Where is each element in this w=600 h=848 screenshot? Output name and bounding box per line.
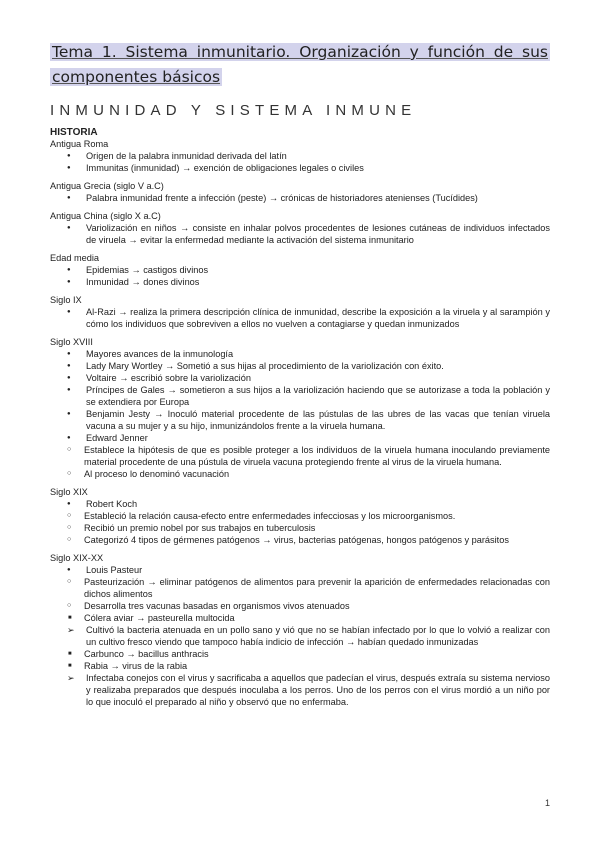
list-item bbox=[50, 276, 550, 288]
bullet-list-level-4 bbox=[50, 672, 550, 708]
bullet-list-level-1 bbox=[50, 150, 550, 174]
list-item bbox=[50, 408, 550, 432]
bullet-list-level-1 bbox=[50, 564, 550, 708]
list-item-text: Variolización en niños → consiste en inhalar polvos procedentes de lesiones cutáneas de individuos infectados de viruela → evitar la enfermedad mediante la activación del sistema inmunitario bbox=[86, 223, 550, 245]
period-label: Antigua Roma bbox=[50, 139, 109, 149]
document-title bbox=[50, 40, 550, 90]
list-item bbox=[50, 576, 550, 600]
list-item bbox=[50, 444, 550, 468]
list-item-text: Lady Mary Wortley → Sometió a sus hijas al procedimiento de la variolización con éxito. bbox=[86, 361, 444, 371]
list-item-text: Carbunco → bacillus anthracis bbox=[84, 649, 209, 659]
list-item-text: Louis Pasteur bbox=[86, 565, 143, 575]
bullet-list-level-1 bbox=[50, 348, 550, 480]
list-item bbox=[50, 360, 550, 372]
bullet-list-level-1 bbox=[50, 264, 550, 288]
period-label: Siglo XIX bbox=[50, 487, 88, 497]
period-label: Siglo XVIII bbox=[50, 337, 93, 347]
list-item-text: Robert Koch bbox=[86, 499, 138, 509]
list-item-text: Immunitas (inmunidad) → exención de obligaciones legales o civiles bbox=[86, 163, 364, 173]
list-item bbox=[50, 192, 550, 204]
bullet-list-level-1 bbox=[50, 222, 550, 246]
list-item-text: Benjamin Jesty → Inoculó material procedente de las pústulas de las ubres de las vacas que tenían viruela vacuna a su mujer y a su hijo, inmunizándolos frente a la viruela humana. bbox=[86, 409, 550, 431]
document-page bbox=[50, 40, 550, 708]
list-item bbox=[50, 672, 550, 708]
list-item bbox=[50, 306, 550, 330]
list-item-text: Inmunidad → dones divinos bbox=[86, 277, 200, 287]
period-label: Edad media bbox=[50, 253, 100, 263]
bullet-list-level-2 bbox=[50, 444, 550, 480]
list-item bbox=[50, 510, 550, 522]
list-item-text: Cultivó la bacteria atenuada en un pollo sano y vió que no se habían infectado por lo que lo volvió a realizar con un cultivo fresco viendo que tampoco había indicio de infección → habían quedado inmunizadas bbox=[86, 625, 550, 647]
list-item bbox=[50, 612, 550, 624]
list-item bbox=[50, 534, 550, 546]
list-item-text: Recibió un premio nobel por sus trabajos en tuberculosis bbox=[84, 523, 316, 533]
list-item bbox=[50, 660, 550, 672]
list-item-text: Origen de la palabra inmunidad derivada del latín bbox=[86, 151, 287, 161]
list-item-text: Establece la hipótesis de que es posible proteger a los individuos de la viruela humana inoculando previamente material procedente de una pústula de viruela vacuna protegiendo frente al virus de la viruela humana. bbox=[84, 445, 550, 467]
list-item-text: Estableció la relación causa-efecto entre enfermedades infecciosas y los microorganismos. bbox=[84, 511, 456, 521]
list-item bbox=[50, 150, 550, 162]
list-item-text: Al proceso lo denominó vacunación bbox=[84, 469, 230, 479]
list-item bbox=[50, 222, 550, 246]
list-item bbox=[50, 468, 550, 480]
list-item bbox=[50, 432, 550, 444]
bullet-list-level-1 bbox=[50, 192, 550, 204]
bullet-list-level-2 bbox=[50, 576, 550, 708]
bullet-list-level-2 bbox=[50, 510, 550, 546]
list-item-text: Epidemias → castigos divinos bbox=[86, 265, 209, 275]
list-item-text: Palabra inmunidad frente a infección (peste) → crónicas de historiadores atenienses (Tucídides) bbox=[86, 193, 478, 203]
list-item-text: Voltaire → escribió sobre la variolización bbox=[86, 373, 251, 383]
period-label: Siglo IX bbox=[50, 295, 82, 305]
list-item-text: Infectaba conejos con el virus y sacrificaba a aquellos que padecían el virus, después extraía su sistema nervioso y realizaba preparados que después inoculaba a los perros. Uno de los perros con el virus mordió a un niño por lo que inoculó el preparado al niño y observó que no enfermaba. bbox=[86, 673, 550, 707]
period-label: Siglo XIX-XX bbox=[50, 553, 104, 563]
period-label: Antigua Grecia (siglo V a.C) bbox=[50, 181, 164, 191]
list-item-text: Desarrolla tres vacunas basadas en organismos vivos atenuados bbox=[84, 601, 350, 611]
section-heading: INMUNIDAD Y SISTEMA INMUNE bbox=[50, 102, 417, 119]
bullet-list-level-1 bbox=[50, 306, 550, 330]
bullet-list-level-1 bbox=[50, 498, 550, 546]
list-item bbox=[50, 264, 550, 276]
list-item bbox=[50, 600, 550, 612]
list-item bbox=[50, 564, 550, 576]
list-item bbox=[50, 162, 550, 174]
list-item bbox=[50, 348, 550, 360]
list-item bbox=[50, 624, 550, 648]
list-item-text: Pasteurización → eliminar patógenos de alimentos para prevenir la aparición de enfermedades relacionadas con dichos alimentos bbox=[84, 577, 550, 599]
list-item bbox=[50, 384, 550, 408]
list-item-text: Edward Jenner bbox=[86, 433, 148, 443]
list-item bbox=[50, 372, 550, 384]
list-item bbox=[50, 522, 550, 534]
list-item-text: Al-Razi → realiza la primera descripción clínica de inmunidad, describe la exposición a la viruela y al sarampión y cómo los individuos que sobreviven a ellos no vuelven a contagiarse y quedan inmunizados bbox=[86, 307, 550, 329]
title-highlight: Tema 1. Sistema inmunitario. Organización y función de sus componentes básicos bbox=[52, 43, 548, 86]
page-number: 1 bbox=[544, 798, 550, 808]
bullet-list-level-3 bbox=[50, 612, 550, 708]
history-periods bbox=[50, 138, 550, 708]
list-item-text: Cólera aviar → pasteurella multocida bbox=[84, 613, 235, 623]
list-item bbox=[50, 648, 550, 660]
list-item-text: Rabia → virus de la rabia bbox=[84, 661, 188, 671]
list-item bbox=[50, 498, 550, 510]
list-item-text: Príncipes de Gales → sometieron a sus hijos a la variolización haciendo que se autorizase a toda la población y se extendiera por Europa bbox=[86, 385, 550, 407]
period-label: Antigua China (siglo X a.C) bbox=[50, 211, 161, 221]
bullet-list-level-4 bbox=[50, 624, 550, 648]
subheading-historia: HISTORIA bbox=[50, 127, 98, 138]
list-item-text: Categorizó 4 tipos de gérmenes patógenos → virus, bacterias patógenas, hongos patógenos y parásitos bbox=[84, 535, 509, 545]
list-item-text: Mayores avances de la inmunología bbox=[86, 349, 234, 359]
